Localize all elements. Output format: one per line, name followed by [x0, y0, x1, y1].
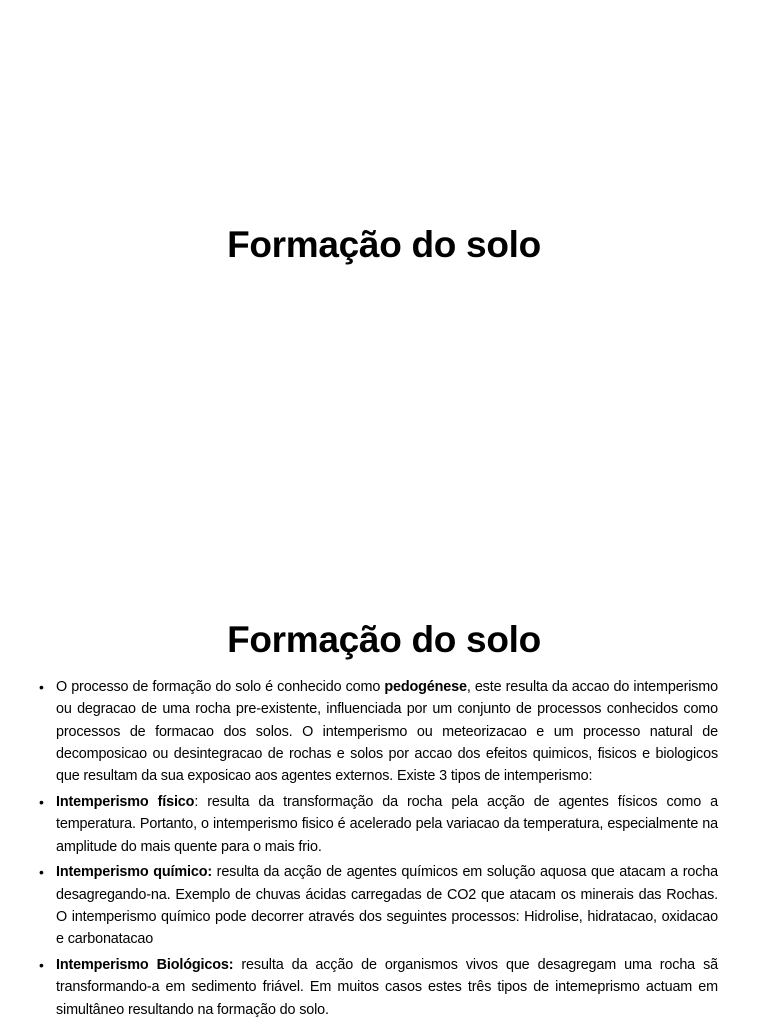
bullet-intemperismo-quimico [38, 861, 718, 950]
bullet-term: pedogénese [384, 679, 467, 695]
bullet-term: Intemperismo químico: [56, 864, 212, 881]
bullet-intemperismo-fisico [38, 791, 718, 858]
bullet-text-post: , este resulta da accao do intemperismo ou degracao de uma rocha pre-existente, influenciada por um conjunto de processos conhecidos como processos de formacao dos solos. O intemperismo ou meteorizacao e um processo natural de decomposicao ou desintegracao de rochas e solos por accao dos efeitos quimicos, fisicos e biologicos que resultam da sua exposicao aos agentes externos. Existe 3 tipos de intemperismo: [56, 679, 718, 785]
bullet-dot-icon: • [39, 679, 44, 695]
bullet-list [38, 676, 718, 1024]
bullet-term: Intemperismo Biológicos: [56, 957, 234, 974]
bullet-dot-icon: • [39, 957, 44, 974]
bullet-text-post: resulta da acção de organismos vivos que desagregam uma rocha sã transformando-a em sedimento friável. Em muitos casos estes três tipos de intemeprismo actuam em simultâneo resultando na formação do solo. [56, 957, 719, 1018]
slide-2-title: Formação do solo [227, 619, 541, 660]
bullet-pedogenese [38, 676, 718, 787]
bullet-term: Intemperismo físico [56, 793, 195, 810]
bullet-dot-icon: • [39, 864, 44, 881]
bullet-intemperismo-biologico [38, 954, 718, 1021]
bullet-text-pre: O processo de formação do solo é conhecido como [56, 679, 385, 695]
slide-content [0, 588, 768, 1024]
bullet-dot-icon: • [39, 793, 44, 810]
bullet-text-post: resulta da acção de agentes químicos em solução aquosa que atacam a rocha desagregando-na. Exemplo de chuvas ácidas carregadas de CO2 que atacam os minerais das Rochas. O intemperismo químico pode decorrer através dos seguintes processos: Hidrolise, hidratacao, oxidacao e carbonatacao [56, 864, 718, 948]
slide-1-title: Formação do solo [227, 224, 541, 265]
bullet-text-post: : resulta da transformação da rocha pela acção de agentes físicos como a temperatura. Portanto, o intemperismo fisico é acelerado pela variacao da temperatura, especialmente na amplitude do mais quente para o mais frio. [56, 793, 718, 855]
